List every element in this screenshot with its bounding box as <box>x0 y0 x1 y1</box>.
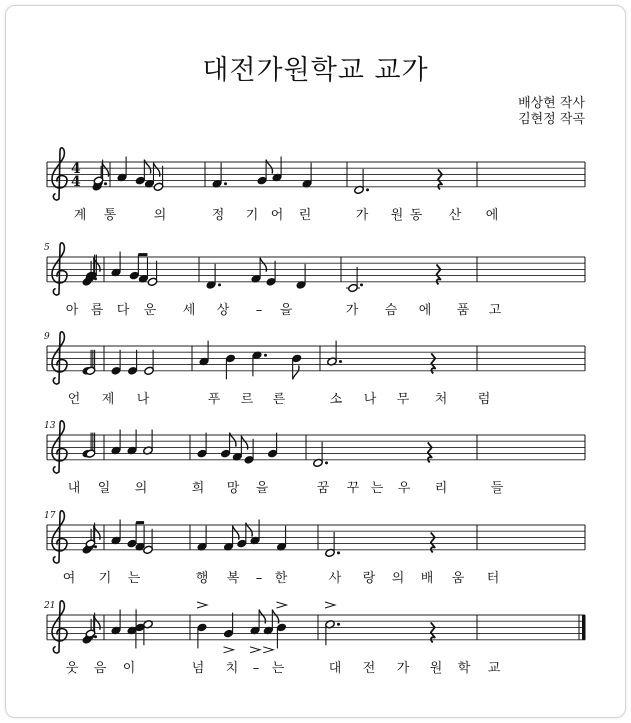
lyric-syllable: 정 <box>211 207 225 223</box>
lyricist-credit: 배상현 작사 <box>518 96 585 111</box>
accent-mark <box>250 647 260 653</box>
lyric-syllable: 의 <box>153 207 167 223</box>
lyric-syllable: 기 <box>98 570 112 586</box>
time-signature-top: 4 <box>71 161 81 177</box>
lyric-syllable: 일 <box>97 480 111 496</box>
lyric-syllable: 가 <box>355 207 369 223</box>
augmentation-dot <box>325 461 328 464</box>
lyric-syllable: 른 <box>272 391 286 407</box>
lyric-syllable: 전 <box>362 660 376 676</box>
lyric-syllable: 제 <box>101 391 115 407</box>
augmentation-dot <box>360 283 363 286</box>
augmentation-dot <box>366 188 369 191</box>
lyric-syllable: 배 <box>420 570 434 586</box>
lyric-syllable: 우 <box>397 480 411 496</box>
lyric-syllable: 꾸 <box>346 480 360 496</box>
lyric-syllable: 무 <box>396 391 410 407</box>
lyric-syllable: 는 <box>271 660 285 676</box>
lyric-syllable: 넘 <box>191 660 205 676</box>
lyric-syllable: 럼 <box>477 391 491 407</box>
lyric-syllable: 을 <box>279 302 293 318</box>
lyric-syllable: 의 <box>391 570 405 586</box>
lyric-syllable: 교 <box>487 660 501 676</box>
augmentation-dot <box>104 182 107 185</box>
augmentation-dot <box>94 545 97 548</box>
lyric-syllable: 을 <box>255 480 269 496</box>
measure-number: 5 <box>44 243 50 253</box>
lyric-syllable: 내 <box>67 480 81 496</box>
lyric-syllable: 린 <box>298 207 312 223</box>
lyric-syllable: 랑 <box>362 570 376 586</box>
composer-credit: 김현정 작곡 <box>518 112 585 127</box>
final-barline <box>582 615 586 640</box>
lyric-syllable: 치 <box>225 660 239 676</box>
accent-mark <box>263 647 273 653</box>
lyric-syllable: 계 <box>73 207 87 223</box>
lyric-syllable: 학 <box>457 660 471 676</box>
augmentation-dot <box>337 551 340 554</box>
lyric-syllable: 음 <box>93 660 107 676</box>
lyric-syllable: 망 <box>226 480 240 496</box>
treble-clef-icon <box>52 243 67 295</box>
augmentation-dot <box>218 283 221 286</box>
augmentation-dot <box>337 623 340 626</box>
measure-number: 9 <box>44 332 50 342</box>
accent-mark <box>197 602 207 608</box>
augmentation-dot <box>264 354 267 357</box>
lyric-syllable: 가 <box>345 302 359 318</box>
lyric-syllable: 웃 <box>65 660 79 676</box>
lyric-syllable: 어 <box>270 207 284 223</box>
lyric-syllable: 는 <box>370 480 384 496</box>
lyric-syllable: 통 <box>103 207 117 223</box>
lyric-syllable: 대 <box>328 660 342 676</box>
lyric-syllable: 행 <box>195 570 209 586</box>
lyric-syllable: 나 <box>363 391 377 407</box>
lyric-syllable: 언 <box>67 391 81 407</box>
accent-mark <box>224 647 234 653</box>
lyric-syllable: 슴 <box>384 302 398 318</box>
lyric-syllable: 꿈 <box>316 480 330 496</box>
lyric-syllable: 가 <box>396 660 410 676</box>
treble-clef-icon <box>52 332 67 384</box>
accent-mark <box>325 602 335 608</box>
accent-mark <box>277 602 287 608</box>
lyric-syllable: 리 <box>434 480 448 496</box>
lyric-syllable: 원 <box>429 660 443 676</box>
lyric-syllable: 나 <box>136 391 150 407</box>
lyric-syllable: 다 <box>116 302 130 318</box>
lyric-syllable: 산 <box>448 207 462 223</box>
lyric-syllable: 아 <box>65 302 79 318</box>
lyric-syllable: 기 <box>245 207 259 223</box>
lyric-syllable: 터 <box>486 570 500 586</box>
lyric-syllable: – <box>255 570 263 586</box>
lyric-syllable: 름 <box>90 302 104 318</box>
lyric-syllable: 들 <box>490 480 504 496</box>
lyric-syllable: 의 <box>134 480 148 496</box>
treble-clef-icon <box>52 148 67 200</box>
lyric-syllable: 복 <box>226 570 240 586</box>
eighth-flag <box>293 365 299 379</box>
song-title: 대전가원학교 교가 <box>202 55 429 86</box>
lyric-syllable: 에 <box>485 207 499 223</box>
measure-number: 21 <box>44 601 56 611</box>
lyric-syllable: – <box>252 660 260 676</box>
lyric-syllable: 동 <box>409 207 423 223</box>
lyric-syllable: 처 <box>434 391 448 407</box>
augmentation-dot <box>339 360 342 363</box>
lyric-syllable: 이 <box>122 660 136 676</box>
augmentation-dot <box>224 182 227 185</box>
measure-number: 13 <box>44 421 56 431</box>
lyric-syllable: 원 <box>390 207 404 223</box>
lyric-syllable: 여 <box>62 570 76 586</box>
lyric-syllable: 사 <box>328 570 342 586</box>
lyric-syllable: 상 <box>216 302 230 318</box>
lyric-syllable: 에 <box>418 302 432 318</box>
lyric-syllable: 희 <box>191 480 205 496</box>
measure-number: 17 <box>44 511 56 521</box>
lyric-syllable: 세 <box>182 302 196 318</box>
lyric-syllable: 움 <box>451 570 465 586</box>
lyric-syllable: 한 <box>274 570 288 586</box>
lyric-syllable: 품 <box>456 302 470 318</box>
lyric-syllable: – <box>255 302 263 318</box>
lyric-syllable: 는 <box>127 570 141 586</box>
lyric-syllable: 운 <box>143 302 157 318</box>
time-signature-bottom: 4 <box>71 174 81 190</box>
lyric-syllable: 르 <box>240 391 254 407</box>
lyric-syllable: 소 <box>329 391 343 407</box>
augmentation-dot <box>94 635 97 638</box>
lyric-syllable: 푸 <box>207 391 221 407</box>
lyric-syllable: 고 <box>488 302 502 318</box>
